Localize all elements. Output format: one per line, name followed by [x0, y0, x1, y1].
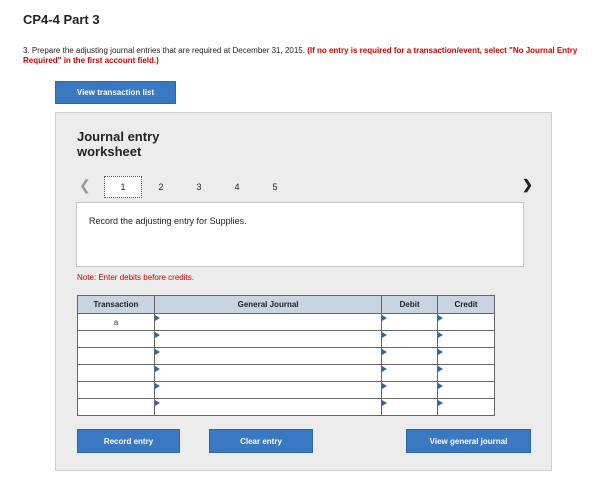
dropdown-marker-icon	[382, 383, 387, 389]
journal-table	[77, 295, 495, 416]
credit-field[interactable]	[438, 331, 495, 348]
dropdown-marker-icon	[438, 366, 443, 372]
note-text: Note: Enter debits before credits.	[77, 273, 194, 282]
dropdown-marker-icon	[155, 349, 160, 355]
instruction-number: 3.	[23, 46, 30, 55]
transaction-cell	[78, 331, 155, 348]
header-credit: Credit	[438, 296, 495, 314]
debit-field[interactable]	[382, 399, 438, 416]
credit-field[interactable]	[438, 348, 495, 365]
dropdown-marker-icon	[438, 383, 443, 389]
entry-prompt-text: Record the adjusting entry for Supplies.	[89, 216, 247, 226]
dropdown-marker-icon	[155, 315, 160, 321]
account-field[interactable]	[154, 365, 381, 382]
table-row	[78, 365, 495, 382]
debit-field[interactable]	[382, 314, 438, 331]
journal-entry-worksheet	[55, 112, 552, 471]
instruction-warning: (If no entry is required for a transaction/event, select "No Journal Entry Required" in the first account field.)	[23, 46, 578, 65]
dropdown-marker-icon	[438, 332, 443, 338]
transaction-cell	[78, 399, 155, 416]
dropdown-marker-icon	[155, 366, 160, 372]
account-field[interactable]	[154, 314, 381, 331]
dropdown-marker-icon	[155, 400, 160, 406]
debit-field[interactable]	[382, 331, 438, 348]
dropdown-marker-icon	[438, 349, 443, 355]
table-row	[78, 382, 495, 399]
dropdown-marker-icon	[382, 366, 387, 372]
tab-3[interactable]: 3	[196, 182, 202, 192]
credit-field[interactable]	[438, 314, 495, 331]
debit-field[interactable]	[382, 382, 438, 399]
account-field[interactable]	[154, 382, 381, 399]
table-row	[78, 399, 495, 416]
dropdown-marker-icon	[382, 349, 387, 355]
header-general-journal: General Journal	[154, 296, 381, 314]
transaction-cell: a	[78, 314, 155, 331]
dropdown-marker-icon	[382, 315, 387, 321]
table-row	[78, 348, 495, 365]
dropdown-marker-icon	[155, 332, 160, 338]
view-general-journal-button[interactable]: View general journal	[406, 429, 531, 453]
dropdown-marker-icon	[382, 400, 387, 406]
chevron-left-icon[interactable]: ❮	[79, 177, 91, 193]
credit-field[interactable]	[438, 382, 495, 399]
dropdown-marker-icon	[382, 332, 387, 338]
worksheet-pagination	[104, 176, 294, 198]
transaction-cell	[78, 382, 155, 399]
instruction-text: Prepare the adjusting journal entries that are required at December 31, 2015.	[31, 46, 305, 55]
table-row	[78, 314, 495, 331]
transaction-cell	[78, 348, 155, 365]
tab-1[interactable]: 1	[104, 176, 142, 198]
chevron-right-icon[interactable]: ❯	[522, 177, 533, 192]
dropdown-marker-icon	[438, 315, 443, 321]
page-title: CP4-4 Part 3	[23, 12, 100, 27]
transaction-cell	[78, 365, 155, 382]
dropdown-marker-icon	[438, 400, 443, 406]
header-debit: Debit	[382, 296, 438, 314]
tab-5[interactable]: 5	[272, 182, 278, 192]
table-row	[78, 331, 495, 348]
debit-field[interactable]	[382, 365, 438, 382]
account-field[interactable]	[154, 348, 381, 365]
credit-field[interactable]	[438, 365, 495, 382]
header-transaction: Transaction	[78, 296, 155, 314]
clear-entry-button[interactable]: Clear entry	[209, 429, 313, 453]
tab-4[interactable]: 4	[234, 182, 240, 192]
entry-prompt-box	[76, 202, 524, 267]
instructions	[23, 46, 583, 66]
credit-field[interactable]	[438, 399, 495, 416]
record-entry-button[interactable]: Record entry	[77, 429, 180, 453]
debit-field[interactable]	[382, 348, 438, 365]
account-field[interactable]	[154, 399, 381, 416]
dropdown-marker-icon	[155, 383, 160, 389]
account-field[interactable]	[154, 331, 381, 348]
tab-2[interactable]: 2	[158, 182, 164, 192]
view-transaction-list-button[interactable]: View transaction list	[55, 81, 176, 104]
worksheet-title: Journal entry worksheet	[77, 129, 160, 159]
